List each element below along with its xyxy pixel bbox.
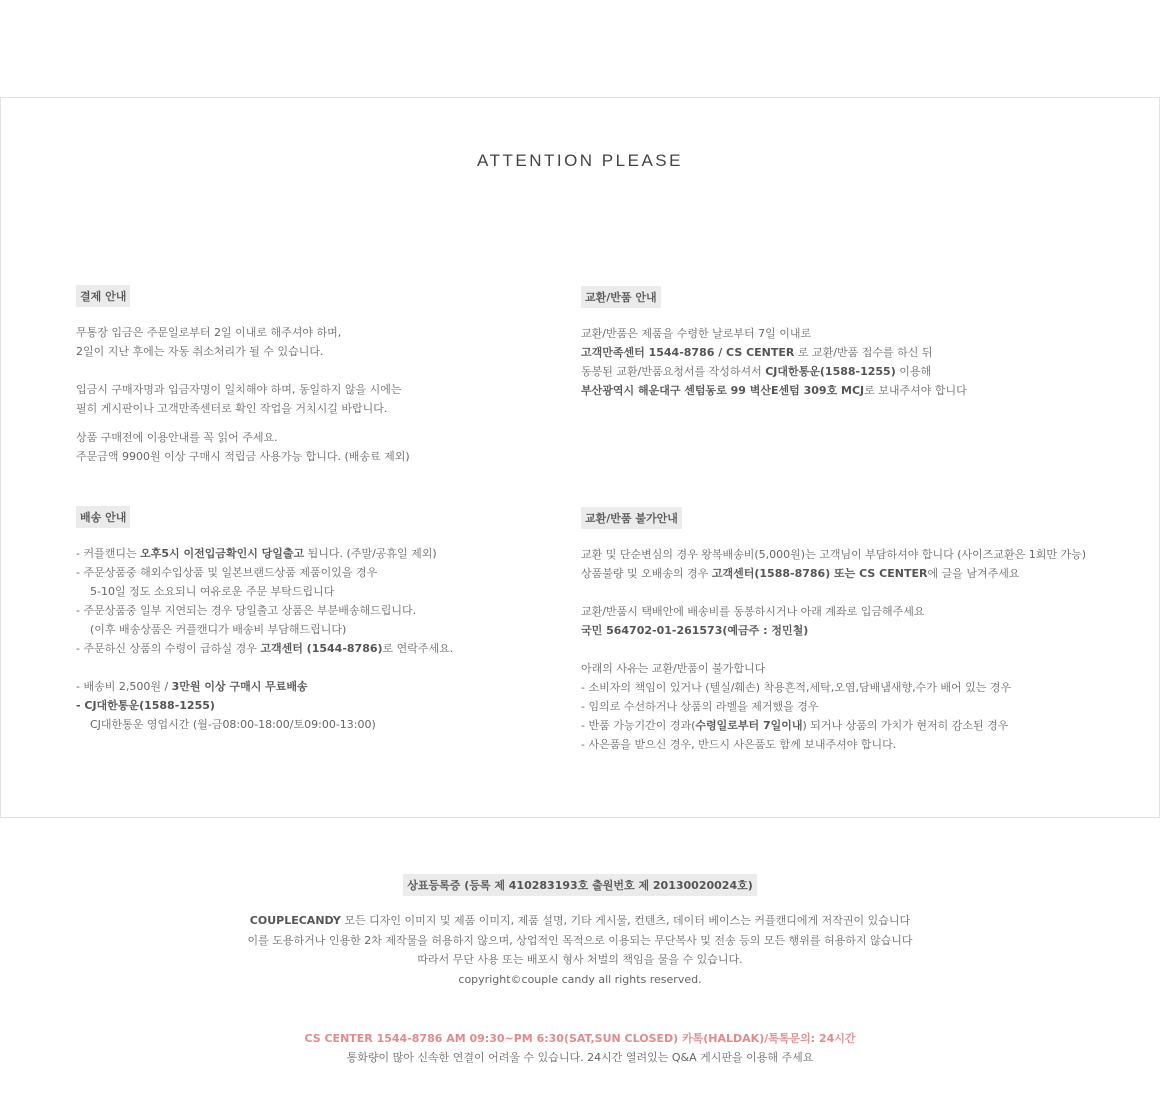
copyright-text: copyright©couple candy all rights reserved. xyxy=(458,972,702,986)
courier-hours: CJ대한통운 영업시간 (월-금08:00-18:00/토09:00-13:00) xyxy=(90,718,376,731)
shipping-text: - 커플캔디는 xyxy=(76,547,141,560)
shipping-line xyxy=(76,677,453,696)
free-shipping-text: 3만원 이상 구매시 무료배송 xyxy=(171,680,308,693)
exchange-line xyxy=(581,362,967,381)
shipping-line: - 주문상품중 일부 지연되는 경우 당일출고 상품은 부분배송해드립니다. xyxy=(76,604,417,617)
copyright-line xyxy=(0,911,1160,931)
no-exchange-line: - 소비자의 책임이 있거나 (텔실/훼손) 착용흔적,세탁,오염,담배냄새향,수가 배어 있는 경우 xyxy=(581,681,1012,694)
page-title: ATTENTION PLEASE xyxy=(477,151,683,170)
exchange-text: 동봉된 교환/반품요청서를 작성하셔서 xyxy=(581,365,766,378)
shipping-text: 됩니다. (주말/공휴일 제외) xyxy=(304,547,437,560)
no-exchange-line: 교환 및 단순변심의 경우 왕복배송비(5,000원)는 고객님이 부담하셔야 합니다 (사이즈교환은 1회만 가능) xyxy=(581,548,1087,561)
exchange-section xyxy=(581,286,967,400)
no-exchange-text: - 반품 가능기간이 경과( xyxy=(581,719,696,732)
no-exchange-line xyxy=(581,716,1086,735)
payment-title: 결제 안내 xyxy=(76,285,130,307)
shipping-line: 5-10일 정도 소요되니 여유로운 주문 부탁드립니다 xyxy=(90,585,335,598)
copyright-notice xyxy=(0,911,1160,989)
cs-center-text: 고객센터(1588-8786) 또는 CS CENTER xyxy=(711,567,928,580)
exchange-text: 로 교환/반품 접수를 하신 뒤 xyxy=(794,346,933,359)
no-exchange-text: ) 되거나 상품의 가치가 현저히 감소된 경우 xyxy=(802,719,1009,732)
cs-note: 통화량이 많아 신속한 연결이 어려울 수 있습니다. 24시간 열려있는 Q&A 게시판을 이용해 주세요 xyxy=(346,1051,814,1064)
copyright-line: 따라서 무단 사용 또는 배포시 형사 처벌의 책임을 물을 수 있습니다. xyxy=(417,953,743,966)
shipping-line: - 주문상품중 해외수입상품 및 일본브랜드상품 제품이있을 경우 xyxy=(76,566,378,579)
no-exchange-line xyxy=(581,564,1086,583)
shipping-text: - 배송비 2,500원 / xyxy=(76,680,172,693)
copyright-line: 이를 도용하거나 인용한 2차 제작물을 허용하지 않으며, 상업적인 목적으로 이용되는 무단복사 및 전송 등의 모든 행위를 허용하지 않습니다 xyxy=(247,933,913,947)
shipping-text: - 주문하신 상품의 수령이 급하실 경우 xyxy=(76,642,261,655)
exchange-text: 이용해 xyxy=(895,365,932,378)
courier-text: CJ대한통운(1588-1255) xyxy=(765,365,896,378)
shipping-text: 로 연락주세요. xyxy=(382,642,454,655)
cs-center-text: 고객만족센터 1544-8786 / CS CENTER xyxy=(581,346,795,359)
payment-line: 2일이 지난 후에는 자동 취소처리가 될 수 있습니다. xyxy=(76,345,324,358)
no-exchange-line: - 임의로 수선하거나 상품의 라벨을 제거했을 경우 xyxy=(581,700,819,713)
courier-line: - CJ대한통운(1588-1255) xyxy=(76,699,215,712)
no-exchange-title: 교환/반품 불가안내 xyxy=(581,507,682,529)
payment-line: 상품 구매전에 이용안내를 꼭 읽어 주세요. xyxy=(76,431,278,444)
bank-account: 국민 564702-01-261573(예금주 : 정민철) xyxy=(581,624,809,637)
exchange-line xyxy=(581,381,967,400)
payment-line: 입금시 구매자명과 입금자명이 일치해야 하며, 동일하지 않을 시에는 xyxy=(76,383,402,396)
return-period-text: 수령일로부터 7일이내 xyxy=(695,719,803,732)
cs-center-hours: CS CENTER 1544-8786 AM 09:30~PM 6:30(SAT,SUN CLOSED) 카톡(HALDAK)/톡톡문의: 24시간 xyxy=(304,1032,856,1045)
exchange-text: 로 보내주셔야 합니다 xyxy=(864,384,967,397)
cs-phone-text: 고객센터 (1544-8786) xyxy=(260,642,383,655)
brand-name: COUPLECANDY xyxy=(249,914,341,927)
no-exchange-text: 상품불량 및 오배송의 경우 xyxy=(581,567,712,580)
shipping-title: 배송 안내 xyxy=(76,506,130,528)
payment-line: 필히 게시판이나 고객만족센터로 확인 작업을 거치시길 바랍니다. xyxy=(76,402,388,415)
no-exchange-line: 아래의 사유는 교환/반품이 불가합니다 xyxy=(581,662,766,675)
trademark-badge xyxy=(0,874,1160,896)
exchange-line xyxy=(581,343,967,362)
return-address: 부산광역시 해운대구 센텀동로 99 벽산E센텀 309호 MCJ xyxy=(581,384,865,397)
shipping-line: (이후 배송상품은 커플캔디가 배송비 부담해드립니다) xyxy=(90,623,347,636)
footer-divider xyxy=(0,817,1160,818)
same-day-ship-text: 오후5시 이전입금확인시 당일출고 xyxy=(140,547,305,560)
no-exchange-line: 교환/반품시 택배안에 배송비를 동봉하시거나 아래 계좌로 입금해주세요 xyxy=(581,605,925,618)
payment-line: 주문금액 9900원 이상 구매시 적립금 사용가능 합니다. (배송료 제외) xyxy=(76,450,410,463)
shipping-line xyxy=(76,544,453,563)
cs-info xyxy=(0,1029,1160,1067)
shipping-line xyxy=(76,639,453,658)
no-exchange-section xyxy=(581,507,1086,754)
exchange-line: 교환/반품은 제품을 수령한 날로부터 7일 이내로 xyxy=(581,327,812,340)
shipping-section xyxy=(76,506,453,734)
copyright-text: 모든 디자인 이미지 및 제품 이미지, 제품 설명, 기타 게시물, 컨텐츠, 데이터 베이스는 커플캔디에게 저작권이 있습니다 xyxy=(340,914,911,927)
no-exchange-line: - 사은품을 받으신 경우, 반드시 사은품도 함께 보내주셔야 합니다. xyxy=(581,738,897,751)
payment-section xyxy=(76,285,410,466)
no-exchange-text: 에 글을 남겨주세요 xyxy=(927,567,1020,580)
trademark-text: 상표등록증 (등록 제 410283193호 출원번호 제 20130020024호) xyxy=(403,874,757,896)
payment-line: 무통장 입금은 주문일로부터 2일 이내로 해주셔야 하며, xyxy=(76,326,342,339)
exchange-title: 교환/반품 안내 xyxy=(581,286,661,308)
